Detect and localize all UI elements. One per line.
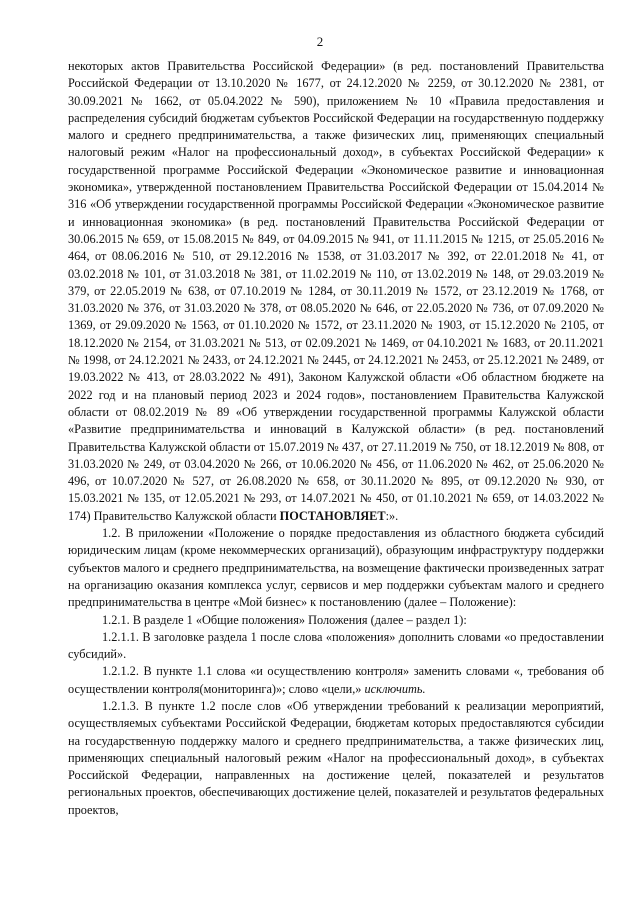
paragraph-1-2-1-2-italic: исключить. [364,681,426,696]
paragraph-1-2-1: 1.2.1. В разделе 1 «Общие положения» Положения (далее – раздел 1): [102,612,467,627]
main-paragraph-text: некоторых актов Правительства Российской Федерации» (в ред. постановлений Правительства Российской Федерации от 13.10.2020 № 1677, от 24.12.2020 № 2259, от 30.12.2020 № 2381, от 30.09.2021 № 1662, от 05.04.2022 № 590), приложением № 10 «Правила предоставления и распределения субсидий бюджетам субъектов Российской Федерации на государственную поддержку малого и среднего предпринимательства, а также физических лиц, применяющих специальный налоговый режим «Налог на профессиональный доход», в субъектах Российской Федерации» к государственной программе Российской Федерации «Экономическое развитие и инновационная экономика», утвержденной постановлением Правительства Российской Федерации от 15.04.2014 № 316 «Об утверждении государственной программы Российской Федерации «Экономическое развитие и инновационная экономика» (в ред. постановлений Правительства Российской Федерации от 30.06.2015 № 659, от 15.08.2015 № 849, от 04.09.2015 № 941, от 11.11.2015 № 1215, от 25.05.2016 № 464, от 08.06.2016 № 510, от 29.12.2016 № 1538, от 31.03.2017 № 392, от 22.01.2018 № 41, от 03.02.2018 № 101, от 31.03.2018 № 381, от 11.02.2019 № 110, от 13.02.2019 № 148, от 29.03.2019 № 379, от 22.05.2019 № 638, от 07.10.2019 № 1284, от 30.11.2019 № 1572, от 23.12.2019 № 1768, от 31.03.2020 № 376, от 31.03.2020 № 378, от 08.05.2020 № 646, от 22.05.2020 № 736, от 07.09.2020 № 1369, от 29.09.2020 № 1563, от 01.10.2020 № 1572, от 23.11.2020 № 1903, от 15.12.2020 № 2105, от 18.12.2020 № 2154, от 31.03.2021 № 513, от 02.09.2021 № 1469, от 04.10.2021 № 1683, от 20.11.2021 № 1998, от 24.12.2021 № 2433, от 24.12.2021 № 2445, от 24.12.2021 № 2453, от 25.12.2021 № 2489, от 19.03.2022 № 413, от 28.03.2022 № 491), Законом Калужской области «Об областном бюджете на 2022 год и на плановый период 2023 и 2024 годов», постановлением Правительства Калужской области от 08.02.2019 № 89 «Об утверждении государственной программы Калужской области «Развитие предпринимательства и инноваций в Калужской области» (в ред. постановлений Правительства Калужской области от 15.07.2019 № 437, от 27.11.2019 № 750, от 18.12.2019 № 808, от 31.03.2020 № 249, от 03.04.2020 № 266, от 10.06.2020 № 456, от 11.06.2020 № 462, от 25.06.2020 № 496, от 10.07.2020 № 527, от 26.08.2020 № 658, от 30.11.2020 № 895, от 09.12.2020 № 930, от 15.03.2021 № 135, от 12.05.2021 № 293, от 14.07.2021 № 450, от 01.10.2021 № 659, от 14.03.2022 № 174) Правительство Калужской области [68,59,604,523]
paragraph-1-2-1-1: 1.2.1.1. В заголовке раздела 1 после слова «положения» дополнить словами «о предоставлении субсидий». [68,629,604,662]
main-paragraph-tail: :». [385,508,399,523]
paragraph-1-2-1-3: 1.2.1.3. В пункте 1.2 после слов «Об утверждении требований к реализации мероприятий, осуществляемых субъектами Российской Федерации, бюджетам которых предоставляются субсидии на государственную поддержку малого и среднего предпринимательства, а также физических лиц, применяющих специальный налоговый режим «Налог на профессиональный доход», в субъектах Российской Федерации, направленных на достижение целей, показателей и результатов региональных проектов, обеспечивающих достижение целей, показателей и результатов федеральных проектов, [68,698,604,817]
page-number: 2 [316,34,324,49]
paragraph-1-2-1-2 [68,663,604,698]
paragraph-1-2-1-2-text: 1.2.1.2. В пункте 1.1 слова «и осуществлению контроля» заменить словами «, требования об осуществлении контроля(мониторинга)»; слово «цели,» [68,664,604,696]
document-body [68,58,604,819]
main-paragraph [68,58,604,525]
resolution-keyword: ПОСТАНОВЛЯЕТ [279,508,386,523]
paragraph-1-2: 1.2. В приложении «Положение о порядке предоставления из областного бюджета субсидий юридическим лицам (кроме некоммерческих организаций), образующим инфраструктуру поддержки субъектов малого и среднего предпринимательства, на возмещение фактически произведенных затрат на организацию оказания комплекса услуг, сервисов и мер поддержки субъектам малого и среднего предпринимательства в центре «Мой бизнес» к постановлению (далее – Положение): [68,526,604,610]
